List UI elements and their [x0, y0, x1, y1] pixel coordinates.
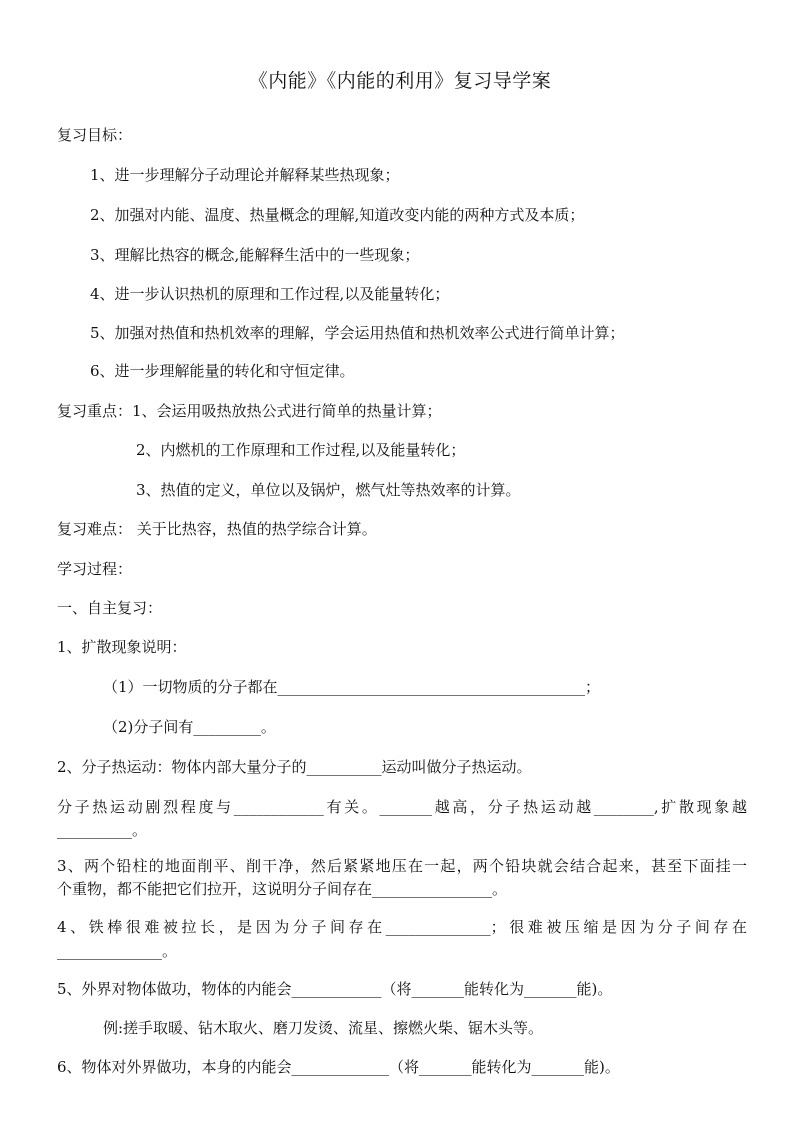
page-title: 《内能》《内能的利用》复习导学案: [248, 70, 552, 92]
goal-item-1: 1、进一步理解分子动理论并解释某些热现象；: [90, 166, 400, 184]
goal-item-5: 5、加强对热值和热机效率的理解，学会运用热值和热机效率公式进行简单计算；: [90, 324, 625, 342]
question-1b: （2)分子间有_________。: [103, 718, 276, 736]
question-3-line-2: 个重物，都不能把它们拉开，这说明分子间存在________________。: [57, 880, 508, 898]
question-4-line-1: 4、铁棒很难被拉长，是因为分子间存在______________；很难被压缩是因为分子间存在: [57, 918, 747, 936]
goal-item-2: 2、加强对内能、温度、热量概念的理解,知道改变内能的两种方式及本质；: [90, 206, 585, 224]
question-3-line-1: 3、两个铅柱的地面削平、削干净，然后紧紧地压在一起，两个铅块就会结合起来，甚至下面挂一: [57, 857, 747, 875]
question-6-line-1: 6、物体对外界做功，本身的内能会_____________（将_______能转化为_______能)。: [57, 1058, 620, 1076]
question-2-line-1: 2、分子热运动：物体内部大量分子的__________运动叫做分子热运动。: [57, 758, 532, 776]
section-one-heading: 一、自主复习：: [57, 599, 163, 617]
process-heading: 学习过程：: [57, 560, 133, 578]
goal-item-4: 4、进一步认识热机的原理和工作过程,以及能量转化；: [90, 285, 450, 303]
goal-item-3: 3、理解比热容的概念,能解释生活中的一些现象；: [90, 246, 420, 264]
question-2-line-3: __________。: [57, 821, 148, 839]
key-point-2: 2、内燃机的工作原理和工作过程,以及能量转化；: [136, 441, 466, 459]
question-1a: （1）一切物质的分子都在_________________________________________；: [103, 678, 601, 696]
question-2-line-2: 分子热运动剧烈程度与____________有关。_______越高，分子热运动越________,扩散现象越: [57, 798, 747, 816]
key-point-3: 3、热值的定义，单位以及锅炉，燃气灶等热效率的计算。: [136, 481, 521, 499]
goal-item-6: 6、进一步理解能量的转化和守恒定律。: [90, 362, 355, 380]
question-4-line-2: ______________。: [57, 942, 178, 960]
question-1-heading: 1、扩散现象说明：: [57, 638, 187, 656]
key-point-1: 复习重点：1、会运用吸热放热公式进行简单的热量计算；: [57, 402, 442, 420]
difficulty-line: 复习难点： 关于比热容，热值的热学综合计算。: [57, 520, 377, 538]
goals-heading: 复习目标：: [57, 126, 133, 144]
question-5-line-1: 5、外界对物体做功，物体的内能会____________（将_______能转化为_______能)。: [57, 980, 613, 998]
question-5-example: 例:搓手取暖、钻木取火、磨刀发烫、流星、擦燃火柴、锯木头等。: [103, 1019, 544, 1037]
